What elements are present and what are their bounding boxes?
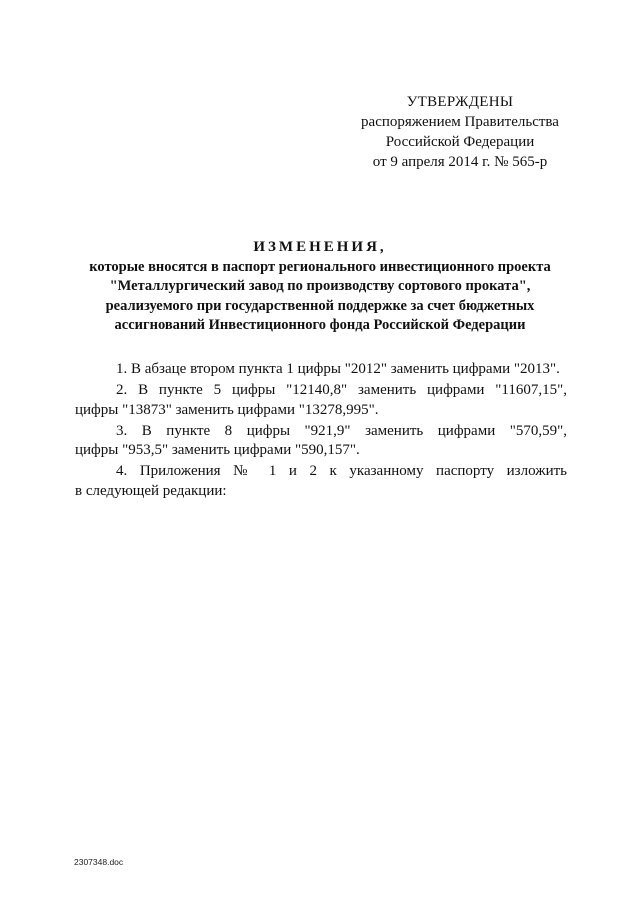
amendment-1-line-1: 1. В абзаце втором пункта 1 цифры "2012" заменить цифрами "2013". (116, 361, 560, 377)
heading-line-3: реализуемого при государственной поддержке за счет бюджетных (105, 297, 535, 314)
heading-line-4: ассигнований Инвестиционного фонда Российской Федерации (114, 317, 526, 333)
amendment-3-line-2: цифры "953,5" заменить цифрами "590,157". (75, 442, 360, 458)
amendment-4-line-2: в следующей редакции: (75, 482, 227, 499)
approval-title: УТВЕРЖДЕНЫ (406, 94, 514, 110)
approval-line-2: Российской Федерации (385, 134, 535, 150)
approval-stamp (340, 92, 580, 172)
amendment-item-3 (75, 422, 567, 461)
amendment-3-line-1: 3. В пункте 8 цифры "921,9" заменить цифрами "570,59", (116, 422, 567, 439)
document-heading (70, 238, 570, 336)
amendments-list (75, 360, 567, 503)
heading-line-1: которые вносятся в паспорт регионального инвестиционного проекта (89, 258, 551, 275)
amendment-item-1 (75, 360, 567, 380)
amendment-item-2 (75, 381, 567, 420)
amendment-4-line-1: 4. Приложения № 1 и 2 к указанному паспорту изложить (116, 463, 567, 479)
amendment-2-line-1: 2. В пункте 5 цифры "12140,8" заменить цифрами "11607,15", (116, 382, 567, 398)
approval-line-1: распоряжением Правительства (361, 114, 559, 130)
heading-title: ИЗМЕНЕНИЯ, (253, 239, 387, 255)
footer-filename: 2307348.doc (74, 857, 124, 867)
amendment-2-line-2: цифры "13873" заменить цифрами "13278,995". (75, 401, 379, 418)
approval-date-number: от 9 апреля 2014 г. № 565-р (372, 154, 548, 170)
heading-line-2: "Металлургический завод по производству сортового проката", (109, 278, 531, 294)
amendment-item-4 (75, 462, 567, 501)
